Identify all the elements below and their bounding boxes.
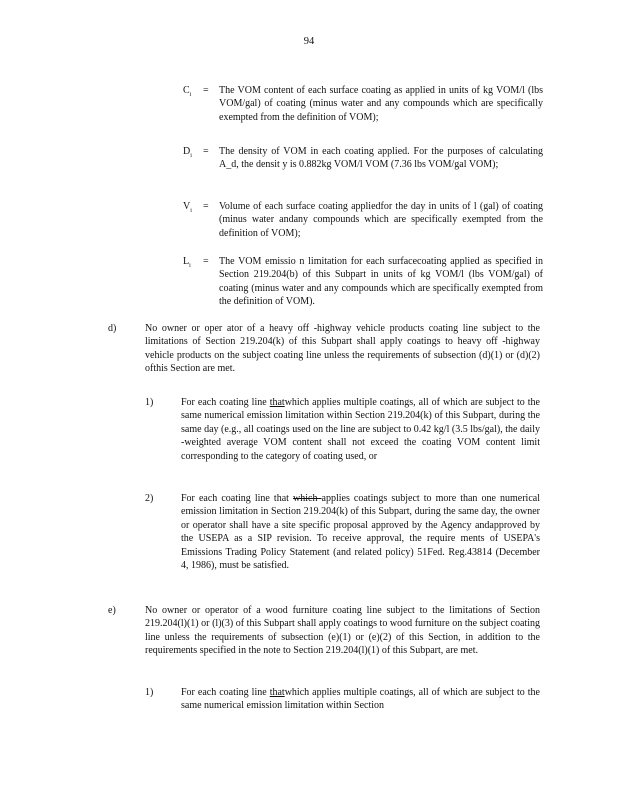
- equals-sign: =: [203, 85, 209, 96]
- inserted-text: that: [269, 397, 285, 408]
- definition-symbol: $D_i$: [183, 146, 192, 159]
- equals-sign: =: [203, 146, 209, 157]
- definition-text: The VOM emissio n limitation for each surfacecoating applied as specified in Section 219.204(b) of this Subpart in units of kg VOM/l (lbs VOM/gal) of coating (minus water and any compounds which are specifically exempted from the definition of VOM).: [219, 256, 543, 308]
- inserted-text: that: [269, 687, 285, 698]
- item-text: For each coating line thatwhich applies multiple coatings, all of which are subject to the same numerical emission limitation within Section: [181, 687, 540, 712]
- page-number: 94: [303, 36, 315, 47]
- definition-text: The density of VOM in each coating applied. For the purposes of calculating A_d, the densit y is 0.882kg VOM/l VOM (7.36 lbs VOM/gal VOM);: [219, 146, 543, 171]
- item-text: For each coating line thatwhich applies multiple coatings, all of which are subject to the same numerical emission limitation within Section 219.204(k) of this Subpart, during the same day (e.g., all coatings used on the line are subject to 0.42 kg/l (3.5 lbs/gal), the daily -weighted average VOM content shall not exceed the coating VOM content limit corresponding to the category of coating used, or: [181, 397, 540, 462]
- section-e: [108, 604, 540, 658]
- definition-di: [183, 145, 543, 172]
- section-d-item-1: [145, 396, 540, 463]
- definition-text: The VOM content of each surface coating as applied in units of kg VOM/l (lbs VOM/gal) of coating (minus water and any compounds which are specifically exempted from the definition of VOM);: [219, 85, 543, 123]
- section-text: No owner or operator of a wood furniture coating line subject to the limitations of Section 219.204(l)(1) or (l)(3) of this Subpart shall apply coatings to wood furniture on the subject coating line unless the requirements of subsection (e)(1) or (e)(2) of this Section, in addition to the requirements specified in the note to Section 219.204(l)(1) of this Subpart, are met.: [145, 605, 540, 657]
- definition-symbol: $L_i$: [183, 256, 191, 269]
- definition-li: [183, 255, 543, 309]
- definition-symbol: $V_i$: [183, 201, 192, 214]
- section-text: No owner or oper ator of a heavy off -highway vehicle products coating line subject to the limitations of Section 219.204(k) of this Subpart shall apply coatings to heavy off -highway vehicle products on the subject coating line unless the requirements of subsection (d)(1) or (d)(2) ofthis Section are met.: [145, 323, 540, 375]
- definition-ci: [183, 84, 543, 124]
- section-label: e): [108, 605, 116, 616]
- item-label: 2): [145, 493, 154, 504]
- deleted-text: which: [293, 493, 322, 504]
- item-label: 1): [145, 397, 154, 408]
- section-e-item-1: [145, 686, 540, 713]
- definition-vi: [183, 200, 543, 240]
- equals-sign: =: [203, 256, 209, 267]
- equals-sign: =: [203, 201, 209, 212]
- definition-symbol: $C_i$: [183, 85, 192, 98]
- section-d-item-2: [145, 492, 540, 572]
- item-text: For each coating line that which applies coatings subject to more than one numerical emission limitation in Section 219.204(k) of this Subpart, during the same day, the owner or operator shall have a site specific proposal approved by the Agency andapproved by the USEPA as a SIP revision. To receive approval, the require ments of USEPA's Emissions Trading Policy Statement (and related policy) 51Fed. Reg.43814 (December 4, 1986), must be satisfied.: [181, 493, 540, 572]
- section-d: [108, 322, 540, 376]
- item-label: 1): [145, 687, 154, 698]
- definition-text: Volume of each surface coating appliedfor the day in units of l (gal) of coating (minus water andany compounds which are specifically exempted from the definition of VOM);: [219, 201, 543, 239]
- section-label: d): [108, 323, 117, 334]
